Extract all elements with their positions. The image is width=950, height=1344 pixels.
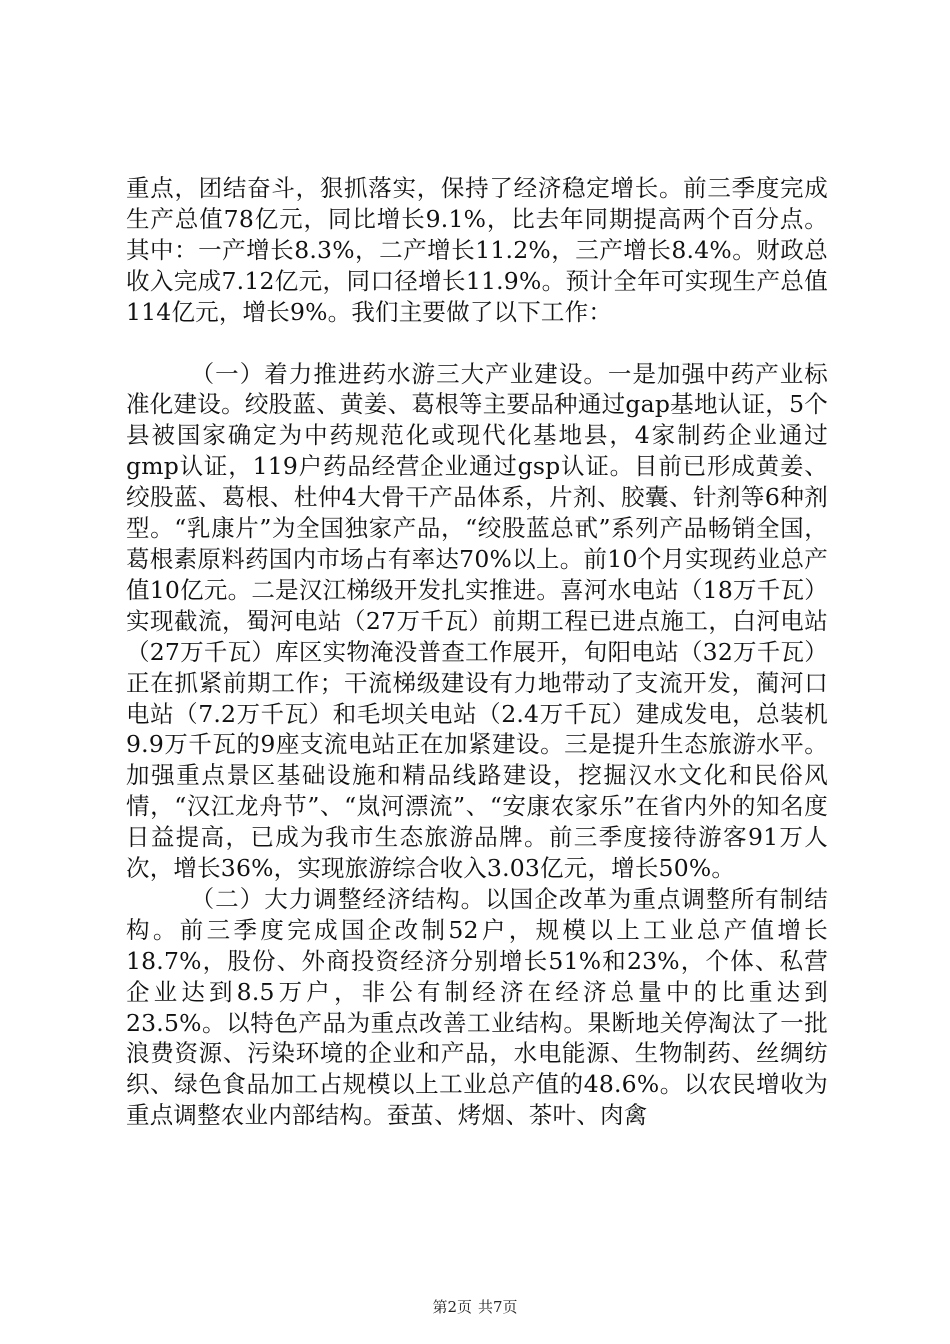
page-total: 共7页 [478,1298,518,1316]
paragraph-intro: 重点，团结奋斗，狠抓落实，保持了经济稳定增长。前三季度完成生产总值78亿元，同比增长9.1%，比去年同期提高两个百分点。其中：一产增长8.3%，二产增长11.2%，三产增长8.4%。财政总收入完成7.12亿元，同口径增长11.9%。预计全年可实现生产总值114亿元，增长9%。我们主要做了以下工作： [126,174,828,326]
paragraph-section-one: （一）着力推进药水游三大产业建设。一是加强中药产业标准化建设。绞股蓝、黄姜、葛根等主要品种通过gap基地认证，5个县被国家确定为中药规范化或现代化基地县，4家制药企业通过gmp认证，119户药品经营企业通过gsp认证。目前已形成黄姜、绞股蓝、葛根、杜仲4大骨干产品体系，片剂、胶囊、针剂等6种剂型。“乳康片”为全国独家产品，“绞股蓝总甙”系列产品畅销全国，葛根素原料药国内市场占有率达70%以上。前10个月实现药业总产值10亿元。二是汉江梯级开发扎实推进。喜河水电站（18万千瓦）实现截流，蜀河电站（27万千瓦）前期工程已进点施工，白河电站（27万千瓦）库区实物淹没普查工作展开，旬阳电站（32万千瓦）正在抓紧前期工作；干流梯级建设有力地带动了支流开发，蔺河口电站（7.2万千瓦）和毛坝关电站（2.4万千瓦）建成发电，总装机9.9万千瓦的9座支流电站正在加紧建设。三是提升生态旅游水平。加强重点景区基础设施和精品线路建设，挖掘汉水文化和民俗风情，“汉江龙舟节”、“岚河漂流”、“安康农家乐”在省内外的知名度日益提高，已成为我市生态旅游品牌。前三季度接待游客91万人次，增长36%，实现旅游综合收入3.03亿元，增长50%。 [126,359,828,883]
document-body [126,173,828,1131]
page-number: 第2页 [432,1298,472,1316]
page-footer [0,1297,950,1317]
paragraph-section-two: （二）大力调整经济结构。以国企改革为重点调整所有制结构。前三季度完成国企改制52户，规模以上工业总产值增长18.7%，股份、外商投资经济分别增长51%和23%，个体、私营企业达到8.5万户，非公有制经济在经济总量中的比重达到23.5%。以特色产品为重点改善工业结构。果断地关停淘汰了一批浪费资源、污染环境的企业和产品，水电能源、生物制药、丝绸纺织、绿色食品加工占规模以上工业总产值的48.6%。以农民增收为重点调整农业内部结构。蚕茧、烤烟、茶叶、肉禽 [126,884,828,1130]
